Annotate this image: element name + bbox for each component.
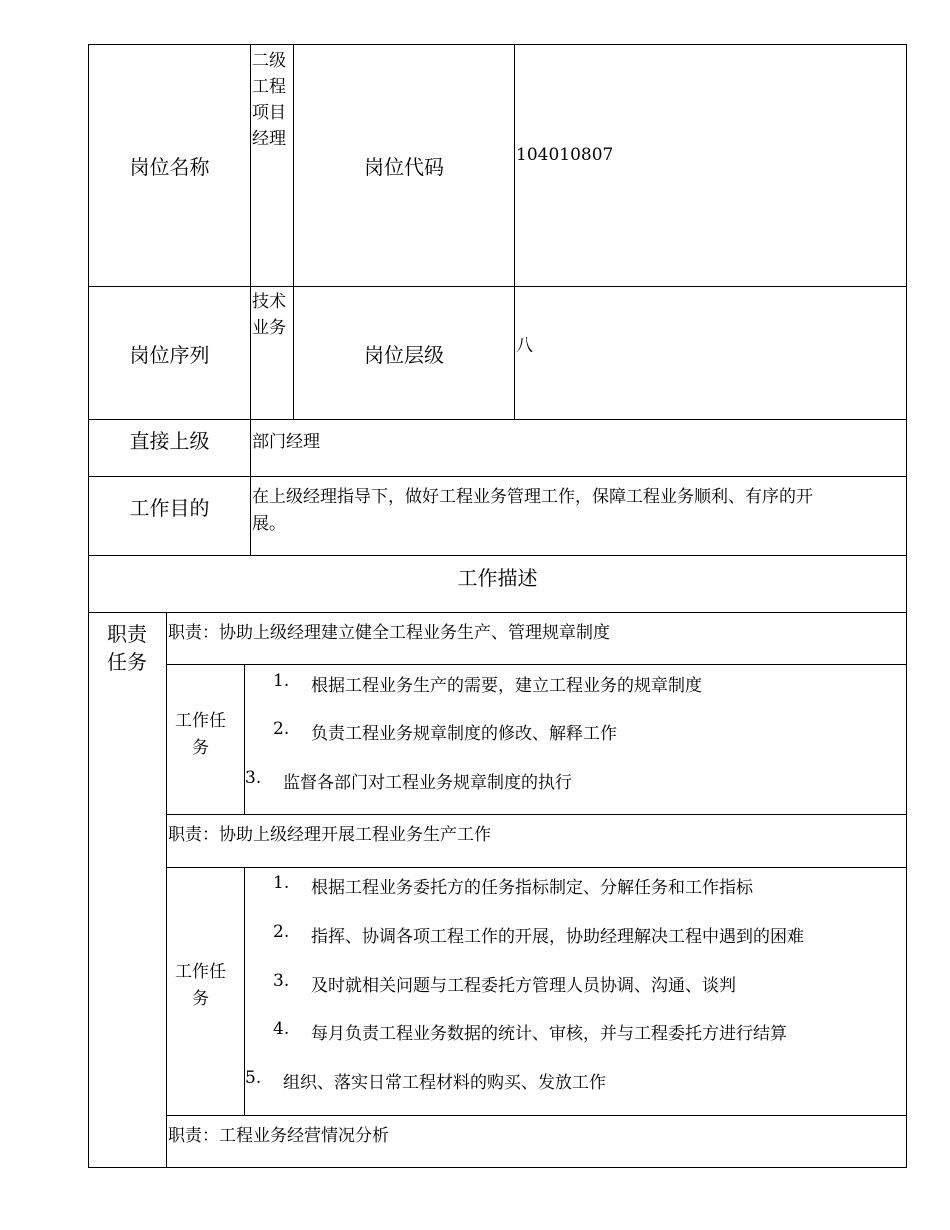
duties-label-line-2: 任务 [107, 650, 147, 674]
post-code-value-cell [514, 44, 907, 287]
description-title: 工作描述 [457, 566, 538, 590]
post-series-value: 技术业务 [252, 292, 286, 338]
purpose-label-cell [88, 476, 251, 556]
task-label-line-1: 工作任 [175, 962, 226, 982]
duty-1-task-list-cell [244, 664, 907, 815]
post-code-label: 岗位代码 [364, 155, 444, 179]
post-code-label-cell [293, 44, 515, 287]
post-name-label: 岗位名称 [129, 155, 210, 179]
duty-2-task-list-cell [244, 867, 907, 1116]
task-text: 每月负责工程业务数据的统计、审核，并与工程委托方进行结算 [311, 1024, 787, 1044]
duty-3-title: 职责：工程业务经营情况分析 [168, 1126, 389, 1146]
post-name-label-cell [88, 44, 251, 287]
superior-label: 直接上级 [129, 429, 210, 453]
task-number: 2. [273, 922, 290, 942]
purpose-line-1: 在上级经理指导下，做好工程业务管理工作，保障工程业务顺利、有序的开 [252, 487, 813, 507]
duty-1-task-label-cell [166, 664, 245, 815]
job-description-table [88, 44, 907, 1168]
superior-value-cell [250, 419, 907, 477]
duty-1-title-cell [166, 612, 907, 665]
post-level-value: 八 [516, 336, 533, 356]
duties-label-cell [88, 612, 167, 1168]
task-number: 1. [273, 671, 290, 691]
description-title-cell [88, 555, 907, 613]
post-level-label: 岗位层级 [364, 342, 444, 367]
post-name-value: 二级工程项目经理 [252, 51, 286, 149]
purpose-line-2: 展。 [252, 514, 286, 534]
superior-value: 部门经理 [252, 432, 320, 452]
task-number: 5. [245, 1068, 262, 1088]
task-label-line-2: 务 [192, 738, 209, 758]
post-name-value-cell [250, 44, 294, 287]
post-series-label: 岗位序列 [129, 342, 210, 367]
duty-2-title-cell [166, 814, 907, 868]
duty-1-title: 职责：协助上级经理建立健全工程业务生产、管理规章制度 [168, 623, 610, 643]
post-level-value-cell [514, 286, 907, 420]
duty-3-title-cell [166, 1115, 907, 1168]
post-level-label-cell [293, 286, 515, 420]
purpose-label: 工作目的 [129, 496, 210, 520]
task-text: 负责工程业务规章制度的修改、解释工作 [311, 724, 617, 744]
task-number: 3. [245, 768, 262, 788]
task-text: 指挥、协调各项工程工作的开展，协助经理解决工程中遇到的困难 [311, 927, 804, 947]
task-label-line-1: 工作任 [175, 711, 226, 731]
superior-label-cell [88, 419, 251, 477]
task-number: 1. [273, 873, 290, 893]
task-number: 2. [273, 719, 290, 739]
task-text: 组织、落实日常工程材料的购买、发放工作 [283, 1073, 606, 1093]
task-text: 及时就相关问题与工程委托方管理人员协调、沟通、谈判 [311, 976, 736, 996]
post-code-value: 104010807 [516, 145, 614, 165]
post-series-label-cell [88, 286, 251, 420]
task-text: 根据工程业务生产的需要，建立工程业务的规章制度 [311, 676, 702, 696]
duties-label-line-1: 职责 [107, 622, 147, 646]
task-label-line-2: 务 [192, 989, 209, 1009]
task-number: 4. [273, 1019, 290, 1039]
task-text: 监督各部门对工程业务规章制度的执行 [283, 773, 572, 793]
duty-2-title: 职责：协助上级经理开展工程业务生产工作 [168, 825, 491, 845]
task-text: 根据工程业务委托方的任务指标制定、分解任务和工作指标 [311, 878, 753, 898]
duty-2-task-label-cell [166, 867, 245, 1116]
task-number: 3. [273, 971, 290, 991]
purpose-value-cell [250, 476, 907, 556]
post-series-value-cell [250, 286, 294, 420]
